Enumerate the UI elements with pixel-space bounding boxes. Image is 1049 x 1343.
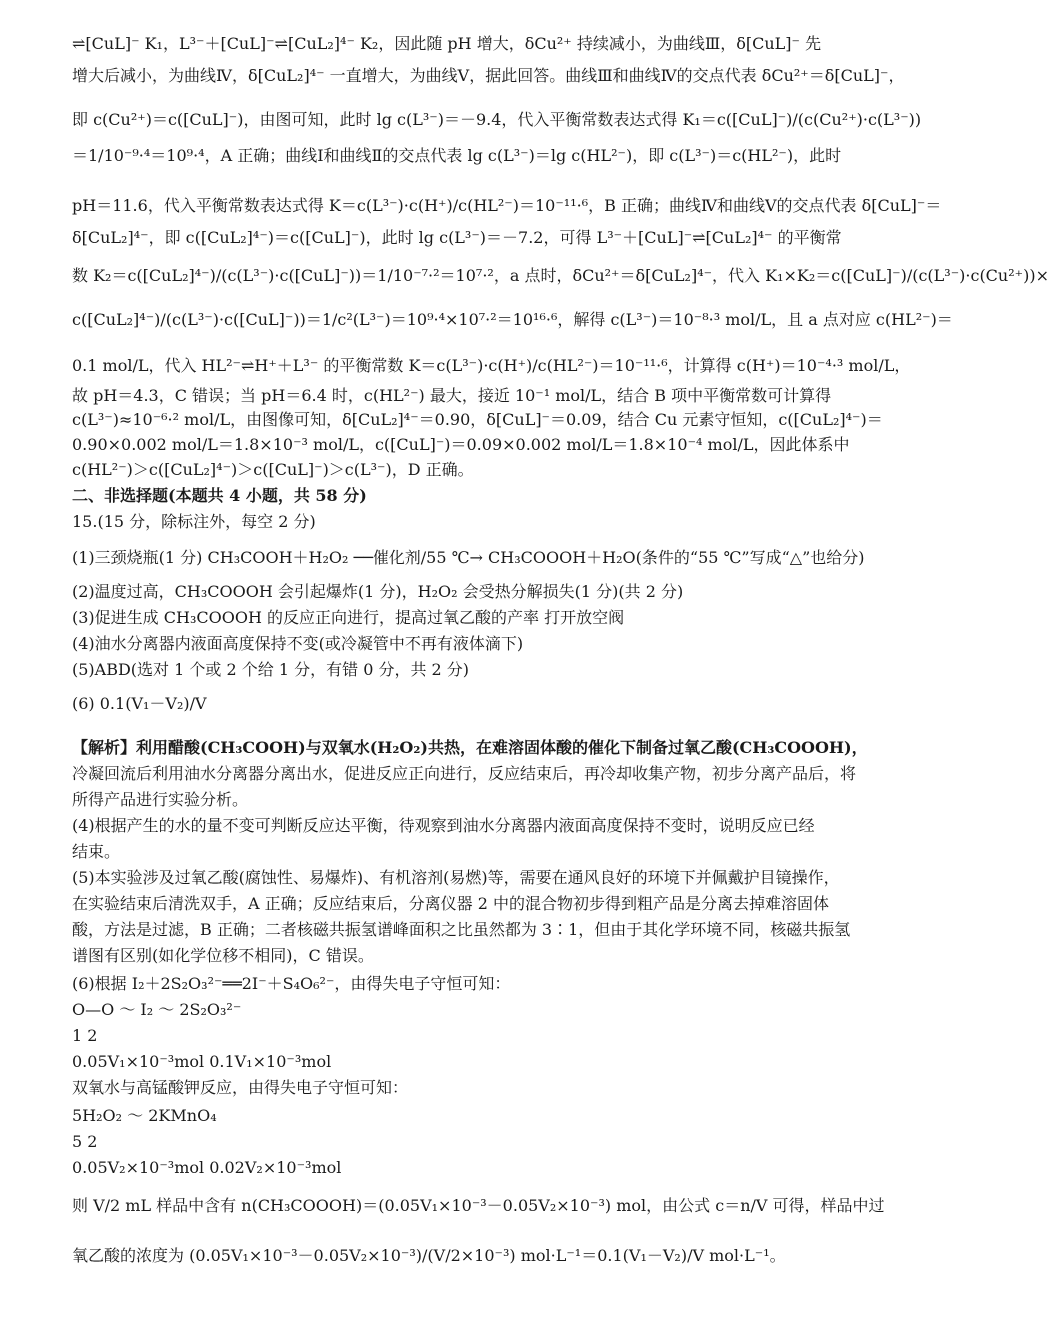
- analysis-line-5: pH＝11.6，代入平衡常数表达式得 K＝c(L³⁻)·c(H⁺)/c(HL²⁻)＝10⁻¹¹·⁶，B 正确；曲线Ⅳ和曲线Ⅴ的交点代表 δ[CuL]⁻＝: [72, 196, 942, 215]
- explanation-line-7: 在实验结束后清洗双手，A 正确；反应结束后，分离仪器 2 中的混合物初步得到粗产品是分离去掉难溶固体: [72, 894, 829, 913]
- explanation-line-16: 5 2: [72, 1132, 98, 1151]
- q15-answer-1: (1)三颈烧瓶(1 分) CH₃COOH＋H₂O₂ ──催化剂/55 ℃→ CH₃COOOH＋H₂O(条件的“55 ℃”写成“△”也给分): [72, 548, 865, 567]
- explanation-line-12: 1 2: [72, 1026, 98, 1045]
- explanation-line-6: (5)本实验涉及过氧乙酸(腐蚀性、易爆炸)、有机溶剂(易燃)等，需要在通风良好的环境下并佩戴护目镜操作，: [72, 868, 840, 887]
- q15-answer-3: (3)促进生成 CH₃COOOH 的反应正向进行，提高过氧乙酸的产率 打开放空阀: [72, 608, 625, 627]
- analysis-line-4: ＝1/10⁻⁹·⁴＝10⁹·⁴，A 正确；曲线Ⅰ和曲线Ⅱ的交点代表 lg c(L³⁻)＝lg c(HL²⁻)，即 c(L³⁻)＝c(HL²⁻)，此时: [72, 146, 842, 165]
- analysis-line-6: δ[CuL₂]⁴⁻，即 c([CuL₂]⁴⁻)＝c([CuL]⁻)，此时 lg c(L³⁻)＝－7.2，可得 L³⁻＋[CuL]⁻⇌[CuL₂]⁴⁻ 的平衡常: [72, 228, 842, 247]
- explanation-line-2: 冷凝回流后利用油水分离器分离出水，促进反应正向进行，反应结束后，再冷却收集产物，初步分离产品后，将: [72, 764, 857, 783]
- q15-answer-6: (6) 0.1(V₁－V₂)/V: [72, 694, 207, 713]
- explanation-line-11: O—O ～ I₂ ～ 2S₂O₃²⁻: [72, 1000, 242, 1019]
- analysis-line-9: 0.1 mol/L，代入 HL²⁻⇌H⁺＋L³⁻ 的平衡常数 K＝c(L³⁻)·c(H⁺)/c(HL²⁻)＝10⁻¹¹·⁶，计算得 c(H⁺)＝10⁻⁴·³ mol/L，: [72, 356, 911, 375]
- section-heading: 二、非选择题(本题共 4 小题，共 58 分): [72, 486, 367, 505]
- analysis-line-2: 增大后减小，为曲线Ⅳ，δ[CuL₂]⁴⁻ 一直增大，为曲线Ⅴ，据此回答。曲线Ⅲ和曲线Ⅳ的交点代表 δCu²⁺＝δ[CuL]⁻，: [72, 66, 905, 85]
- explanation-line-15: 5H₂O₂ ～ 2KMnO₄: [72, 1106, 217, 1125]
- explanation-line-3: 所得产品进行实验分析。: [72, 790, 249, 809]
- explanation-line-13: 0.05V₁×10⁻³mol 0.1V₁×10⁻³mol: [72, 1052, 332, 1071]
- analysis-line-11: c(L³⁻)≈10⁻⁶·² mol/L，由图像可知，δ[CuL₂]⁴⁻＝0.90，δ[CuL]⁻＝0.09，结合 Cu 元素守恒知，c([CuL₂]⁴⁻)＝: [72, 410, 883, 429]
- explanation-line-14: 双氧水与高锰酸钾反应，由得失电子守恒可知：: [72, 1078, 409, 1097]
- explanation-line-5: 结束。: [72, 842, 121, 861]
- analysis-line-8: c([CuL₂]⁴⁻)/(c(L³⁻)·c([CuL]⁻))＝1/c²(L³⁻)＝10⁹·⁴×10⁷·²＝10¹⁶·⁶，解得 c(L³⁻)＝10⁻⁸·³ mol/L，且 a 点对应 c(HL²⁻)＝: [72, 310, 953, 329]
- explanation-line-1: 【解析】利用醋酸(CH₃COOH)与双氧水(H₂O₂)共热，在难溶固体酸的催化下制备过氧乙酸(CH₃COOOH)，: [72, 738, 868, 757]
- q15-answer-5: (5)ABD(选对 1 个或 2 个给 1 分，有错 0 分，共 2 分): [72, 660, 470, 679]
- q15-answer-4: (4)油水分离器内液面高度保持不变(或冷凝管中不再有液体滴下): [72, 634, 524, 653]
- explanation-line-19: 氧乙酸的浓度为 (0.05V₁×10⁻³－0.05V₂×10⁻³)/(V/2×10⁻³) mol·L⁻¹＝0.1(V₁－V₂)/V mol·L⁻¹。: [72, 1246, 786, 1265]
- analysis-line-13: c(HL²⁻)＞c([CuL₂]⁴⁻)＞c([CuL]⁻)＞c(L³⁻)，D 正确。: [72, 460, 474, 479]
- explanation-line-10: (6)根据 I₂＋2S₂O₃²⁻══2I⁻＋S₄O₆²⁻，由得失电子守恒可知：: [72, 974, 511, 993]
- explanation-line-9: 谱图有区别(如化学位移不相同)，C 错误。: [72, 946, 374, 965]
- q15-answer-2: (2)温度过高，CH₃COOOH 会引起爆炸(1 分)，H₂O₂ 会受热分解损失(1 分)(共 2 分): [72, 582, 684, 601]
- analysis-line-1: ⇌[CuL]⁻ K₁，L³⁻＋[CuL]⁻⇌[CuL₂]⁴⁻ K₂，因此随 pH 增大，δCu²⁺ 持续减小，为曲线Ⅲ，δ[CuL]⁻ 先: [72, 34, 822, 53]
- explanation-line-8: 酸，方法是过滤，B 正确；二者核磁共振氢谱峰面积之比虽然都为 3∶1，但由于其化学环境不同，核磁共振氢: [72, 920, 851, 939]
- analysis-line-10: 故 pH＝4.3，C 错误；当 pH＝6.4 时，c(HL²⁻) 最大，接近 10⁻¹ mol/L，结合 B 项中平衡常数可计算得: [72, 386, 832, 405]
- analysis-line-7: 数 K₂＝c([CuL₂]⁴⁻)/(c(L³⁻)·c([CuL]⁻))＝1/10⁻⁷·²＝10⁷·²，a 点时，δCu²⁺＝δ[CuL₂]⁴⁻，代入 K₁×K₂＝c([CuL]⁻)/(c(L³⁻)·c(Cu²⁺))×: [72, 266, 1049, 285]
- explanation-line-18: 则 V/2 mL 样品中含有 n(CH₃COOOH)＝(0.05V₁×10⁻³－0.05V₂×10⁻³) mol，由公式 c＝n/V 可得，样品中过: [72, 1196, 885, 1215]
- explanation-line-4: (4)根据产生的水的量不变可判断反应达平衡，待观察到油水分离器内液面高度保持不变时，说明反应已经: [72, 816, 815, 835]
- explanation-line-17: 0.05V₂×10⁻³mol 0.02V₂×10⁻³mol: [72, 1158, 342, 1177]
- analysis-line-3: 即 c(Cu²⁺)＝c([CuL]⁻)，由图可知，此时 lg c(L³⁻)＝－9.4，代入平衡常数表达式得 K₁＝c([CuL]⁻)/(c(Cu²⁺)·c(L³⁻)): [72, 110, 922, 129]
- q15-header: 15.(15 分，除标注外，每空 2 分): [72, 512, 316, 531]
- analysis-line-12: 0.90×0.002 mol/L＝1.8×10⁻³ mol/L，c([CuL]⁻)＝0.09×0.002 mol/L＝1.8×10⁻⁴ mol/L，因此体系中: [72, 435, 850, 454]
